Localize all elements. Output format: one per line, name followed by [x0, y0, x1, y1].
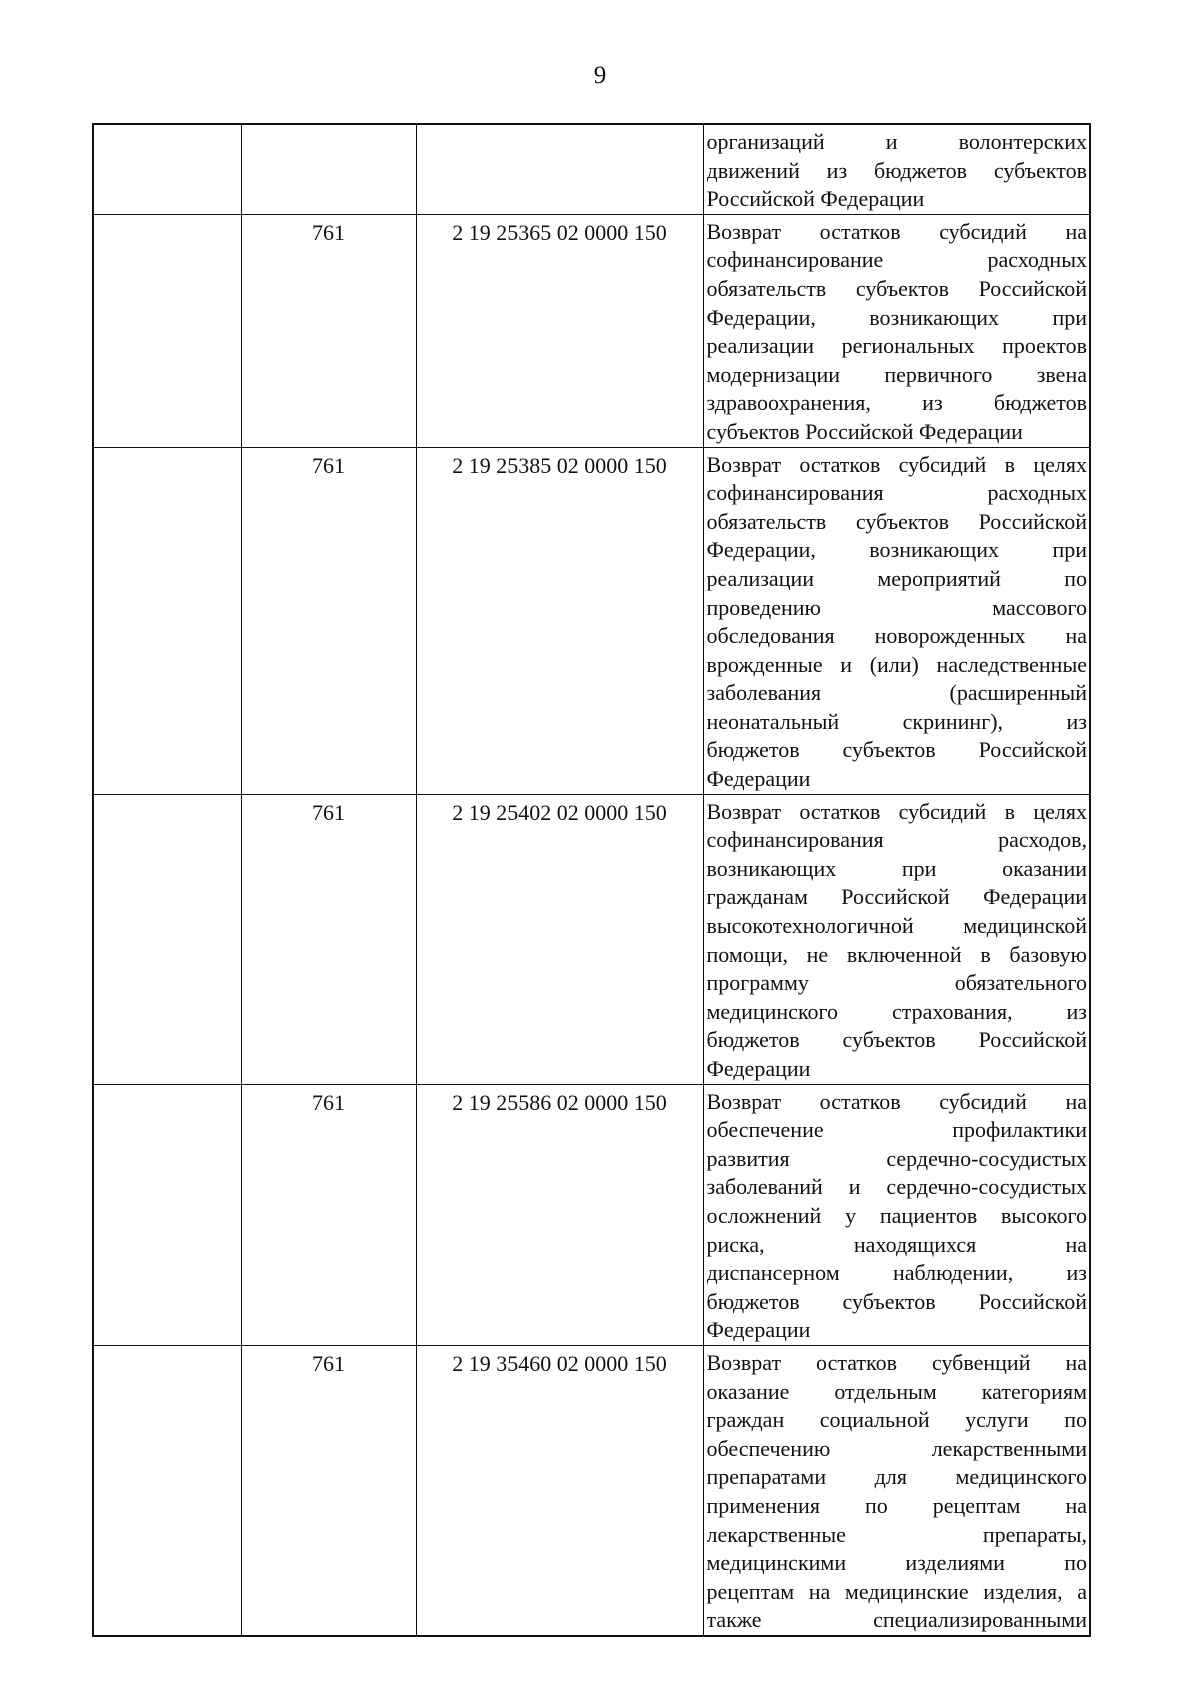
- description-line: медицинскими изделиями по: [706, 1550, 1087, 1576]
- description-line: лекарственные препараты,: [706, 1521, 1087, 1547]
- description-line: помощи, не включенной в базовую: [706, 941, 1087, 967]
- description-line: Федерации: [706, 1317, 811, 1343]
- administrator-code-cell: 761: [241, 1345, 416, 1635]
- table-row: [93, 1084, 1090, 1345]
- description-line: обеспечению лекарственными: [706, 1435, 1087, 1461]
- administrator-code-cell: 761: [241, 794, 416, 1084]
- budget-codes-table: [92, 123, 1091, 1637]
- description-line: обязательств субъектов Российской: [706, 275, 1087, 301]
- budget-classification-code-cell: 2 19 25402 02 0000 150: [416, 794, 703, 1084]
- blank-cell: [93, 794, 241, 1084]
- description-line: медицинского страхования, из: [706, 998, 1087, 1024]
- description-line: граждан социальной услуги по: [706, 1407, 1087, 1433]
- description-line: осложнений у пациентов высокого: [706, 1202, 1087, 1228]
- description-line: Федерации: [706, 766, 811, 792]
- revenue-description-cell: [703, 1345, 1090, 1635]
- description-line: здравоохранения, из бюджетов: [706, 390, 1087, 416]
- description-line: Возврат остатков субсидий в целях: [706, 798, 1087, 824]
- description-line: Федерации, возникающих при: [706, 537, 1087, 563]
- description-line: бюджетов субъектов Российской: [706, 1288, 1087, 1314]
- description-line: бюджетов субъектов Российской: [706, 1027, 1087, 1053]
- administrator-code-cell: 761: [241, 1084, 416, 1345]
- blank-cell: [93, 1345, 241, 1635]
- budget-classification-code-cell: [416, 124, 703, 214]
- description-line: Федерации, возникающих при: [706, 304, 1087, 330]
- description-line: врожденные и (или) наследственные: [706, 651, 1087, 677]
- description-line: реализации мероприятий по: [706, 565, 1087, 591]
- description-line: бюджетов субъектов Российской: [706, 737, 1087, 763]
- blank-cell: [93, 1084, 241, 1345]
- administrator-code-cell: 761: [241, 447, 416, 794]
- description-line: применения по рецептам на: [706, 1492, 1087, 1518]
- description-line: обеспечение профилактики: [706, 1117, 1087, 1143]
- description-line: обязательств субъектов Российской: [706, 508, 1087, 534]
- page-number: 9: [593, 62, 607, 89]
- description-line: гражданам Российской Федерации: [706, 884, 1087, 910]
- description-line: неонатальный скрининг), из: [706, 708, 1087, 734]
- description-line: заболевания (расширенный: [706, 680, 1087, 706]
- blank-cell: [93, 214, 241, 447]
- description-line: софинансирование расходных: [706, 247, 1087, 273]
- administrator-code-cell: [241, 124, 416, 214]
- description-line: субъектов Российской Федерации: [706, 418, 1023, 444]
- blank-cell: [93, 447, 241, 794]
- description-line: развития сердечно-сосудистых: [706, 1145, 1087, 1171]
- description-line: обследования новорожденных на: [706, 623, 1087, 649]
- description-line: оказание отдельным категориям: [706, 1378, 1087, 1404]
- table-row: [93, 794, 1090, 1084]
- description-line: Возврат остатков субсидий в целях: [706, 451, 1087, 477]
- blank-cell: [93, 124, 241, 214]
- table-row: [93, 124, 1090, 214]
- budget-classification-code-cell: 2 19 25385 02 0000 150: [416, 447, 703, 794]
- table-body: [93, 124, 1090, 1636]
- budget-classification-code-cell: 2 19 25586 02 0000 150: [416, 1084, 703, 1345]
- description-line: Возврат остатков субсидий на: [706, 1088, 1087, 1114]
- description-line: софинансирования расходных: [706, 480, 1087, 506]
- description-line: организаций и волонтерских: [706, 129, 1087, 154]
- table-row: [93, 447, 1090, 794]
- table-row: [93, 1345, 1090, 1635]
- description-line: софинансирования расходов,: [706, 827, 1087, 853]
- description-line: заболеваний и сердечно-сосудистых: [706, 1174, 1087, 1200]
- revenue-description-cell: [703, 214, 1090, 447]
- description-line: препаратами для медицинского: [706, 1464, 1087, 1490]
- description-line: Федерации: [706, 1056, 811, 1081]
- description-line: возникающих при оказании: [706, 855, 1087, 881]
- revenue-description-cell: [703, 794, 1090, 1084]
- description-line: Российской Федерации: [706, 186, 925, 212]
- administrator-code-cell: 761: [241, 214, 416, 447]
- revenue-description-cell: [703, 447, 1090, 794]
- budget-classification-code-cell: 2 19 25365 02 0000 150: [416, 214, 703, 447]
- description-line: также специализированными: [706, 1607, 1087, 1633]
- description-line: Возврат остатков субсидий на: [706, 218, 1087, 244]
- budget-classification-code-cell: 2 19 35460 02 0000 150: [416, 1345, 703, 1635]
- description-line: Возврат остатков субвенций на: [706, 1349, 1087, 1375]
- revenue-description-cell: [703, 124, 1090, 214]
- description-line: риска, находящихся на: [706, 1231, 1087, 1257]
- table-row: [93, 214, 1090, 447]
- revenue-description-cell: [703, 1084, 1090, 1345]
- description-line: высокотехнологичной медицинской: [706, 913, 1087, 939]
- description-line: диспансерном наблюдении, из: [706, 1260, 1087, 1286]
- description-line: модернизации первичного звена: [706, 361, 1087, 387]
- description-line: рецептам на медицинские изделия, а: [706, 1578, 1087, 1604]
- description-line: реализации региональных проектов: [706, 333, 1087, 359]
- description-line: проведению массового: [706, 594, 1087, 620]
- description-line: программу обязательного: [706, 970, 1087, 996]
- description-line: движений из бюджетов субъектов: [706, 157, 1087, 183]
